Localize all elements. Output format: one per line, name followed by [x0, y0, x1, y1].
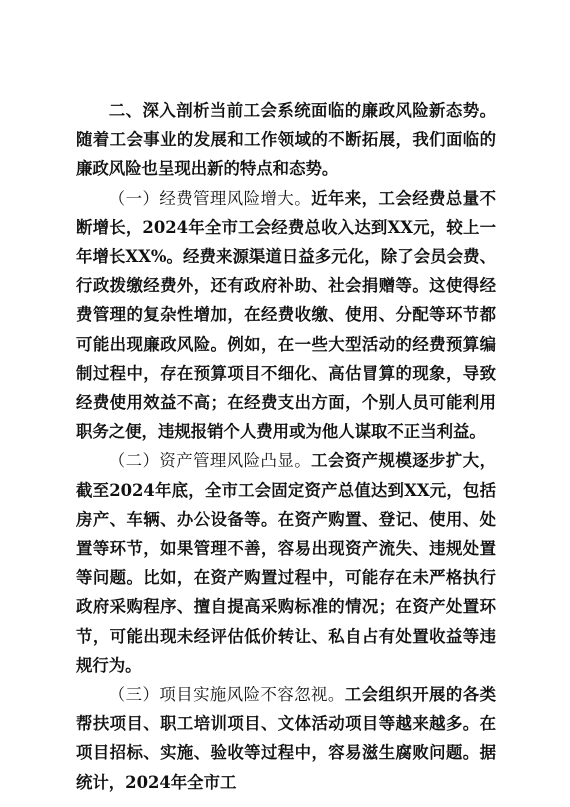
paragraph-lead: （二）资产管理风险凸显。 [108, 451, 312, 471]
section-heading: 二、深入剖析当前工会系统面临的廉政风险新态势。随着工会事业的发展和工作领域的不断拓展，我们面临的廉政风险也呈现出新的特点和态势。 [76, 101, 496, 179]
paragraph-text: 工会组织开展的各类帮扶项目、职工培训项目、文体活动项目等越来越多。在项目招标、实施、验收等过程中，容易滋生腐败问题。据统计，2024年全市工 [76, 685, 497, 792]
paragraph-lead: （一）经费管理风险增大。 [108, 188, 312, 208]
paragraph-funds-risk [76, 184, 496, 447]
paragraph-assets-risk [76, 446, 496, 680]
document-body [76, 96, 496, 797]
paragraph-text: 工会资产规模逐步扩大，截至2024年底，全市工会固定资产总值达到XX元，包括房产、车辆、办公设备等。在资产购置、登记、使用、处置等环节，如果管理不善，容易出现资产流失、违规处置等问题。比如，在资产购置过程中，可能存在未严格执行政府采购程序、擅自提高采购标准的情况；在资产处置环节，可能出现未经评估低价转让、私自占有处置收益等违规行为。 [76, 451, 497, 675]
paragraph-lead: （三）项目实施风险不容忽视。 [108, 685, 345, 705]
paragraph-text: 近年来，工会经费总量不断增长，2024年全市工会经费总收入达到XX元，较上一年增长XX%。经费来源渠道日益多元化，除了会员会费、行政拨缴经费外，还有政府补助、社会捐赠等。这使得经费管理的复杂性增加，在经费收缴、使用、分配等环节都可能出现廉政风险。例如，在一些大型活动的经费预算编制过程中，存在预算项目不细化、高估冒算的现象，导致经费使用效益不高；在经费支出方面，个别人员可能利用职务之便，违规报销个人费用或为他人谋取不正当利益。 [76, 188, 497, 442]
paragraph-project-risk [76, 680, 496, 797]
